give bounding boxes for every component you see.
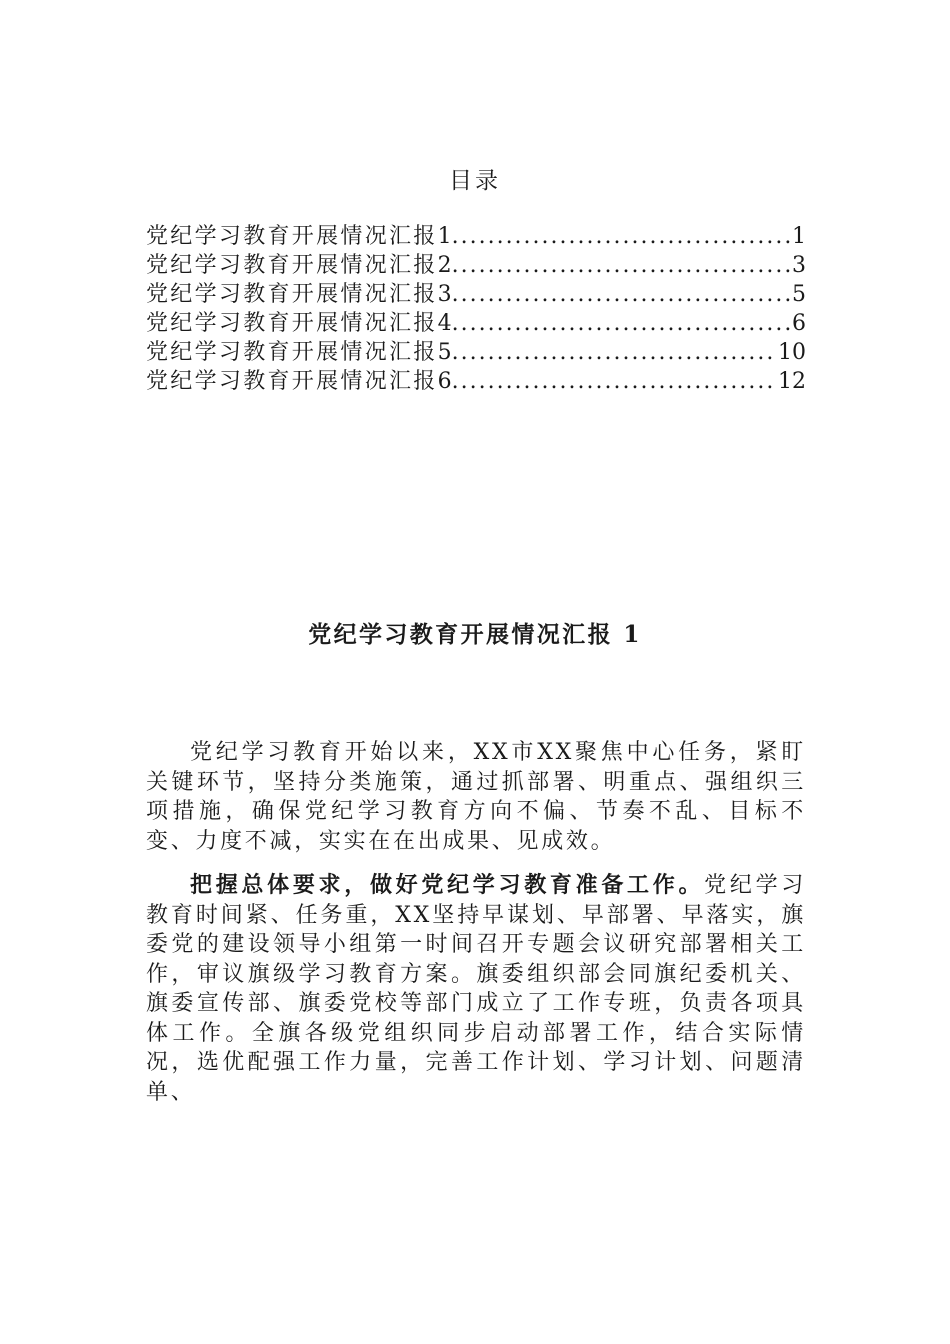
toc-leader-dots <box>452 309 790 338</box>
toc-title: 目录 <box>449 168 501 194</box>
toc-page-number: 3 <box>792 253 806 278</box>
toc-entry-text: 党纪学习教育开展情况汇报 <box>146 311 438 336</box>
body-paragraph-preparation <box>146 871 806 1107</box>
toc-entry-text: 党纪学习教育开展情况汇报 <box>146 282 438 307</box>
toc-entry[interactable] <box>146 338 806 367</box>
toc-page-number: 10 <box>778 340 806 365</box>
toc-entry[interactable] <box>146 222 806 251</box>
toc-entry-number: 5 <box>437 340 452 365</box>
report-title: 党纪学习教育开展情况汇报 1 <box>308 621 642 648</box>
toc-entry-number: 3 <box>437 282 452 307</box>
toc-leader-dots <box>452 222 790 251</box>
toc-leader-dots <box>452 251 790 280</box>
toc-entry-text: 党纪学习教育开展情况汇报 <box>146 340 438 365</box>
paragraph-lead-heading: 把握总体要求，做好党纪学习教育准备工作。 <box>190 872 705 898</box>
body-paragraph-intro: 党纪学习教育开始以来，XX市XX聚焦中心任务，紧盯关键环节，坚持分类施策，通过抓部署、明重点、强组织三项措施，确保党纪学习教育方向不偏、节奏不乱、目标不变、力度不减，实实在在出成果、见成效。 <box>146 740 806 854</box>
toc-page-number: 12 <box>778 369 806 394</box>
toc-entry-text: 党纪学习教育开展情况汇报 <box>146 253 438 278</box>
toc-entry-number: 2 <box>437 253 452 278</box>
toc-page-number: 5 <box>792 282 806 307</box>
toc-entry-text: 党纪学习教育开展情况汇报 <box>146 224 438 249</box>
toc-leader-dots <box>452 280 790 309</box>
toc-entry-text: 党纪学习教育开展情况汇报 <box>146 369 438 394</box>
toc-entry-number: 4 <box>437 311 452 336</box>
table-of-contents <box>146 222 806 396</box>
paragraph-body-text: 党纪学习教育时间紧、任务重，XX坚持早谋划、早部署、早落实，旗委党的建设领导小组第一时间召开专题会议研究部署相关工作，审议旗级学习教育方案。旗委组织部会同旗纪委机关、旗委宣传部、旗委党校等部门成立了工作专班，负责各项具体工作。全旗各级党组织同步启动部署工作，结合实际情况，选优配强工作力量，完善工作计划、学习计划、问题清单、 <box>146 873 806 1105</box>
toc-entry-number: 6 <box>437 369 452 394</box>
toc-page-number: 1 <box>792 224 806 249</box>
toc-page-number: 6 <box>792 311 806 336</box>
toc-leader-dots <box>452 367 776 396</box>
toc-entry-number: 1 <box>437 224 452 249</box>
toc-entry[interactable] <box>146 280 806 309</box>
toc-entry[interactable] <box>146 251 806 280</box>
toc-entry[interactable] <box>146 367 806 396</box>
toc-leader-dots <box>452 338 776 367</box>
toc-entry[interactable] <box>146 309 806 338</box>
